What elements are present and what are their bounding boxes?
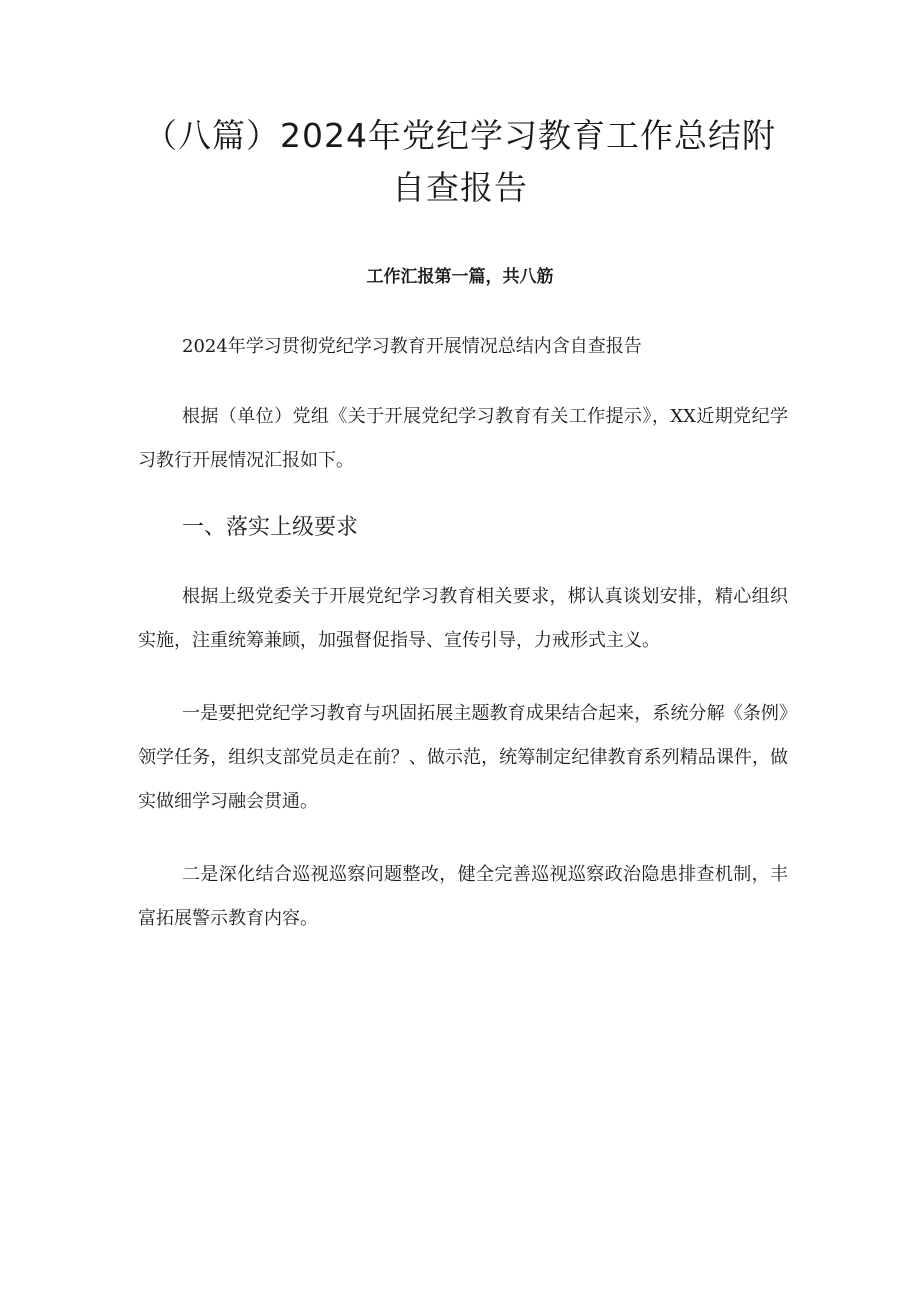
section-1-heading: 一、落实上级要求	[182, 515, 359, 540]
section-1-paragraph: 根据上级党委关于开展党纪学习教育相关要求，梆认真谈划安排，精心组织实施，注重统筹兼顾，加强督促指导、宣传引导，力戒形式主义。	[138, 586, 788, 651]
point-one-paragraph: 一是要把党纪学习教育与巩固拓展主题教育成果结合起来，系统分解《条例》领学任务，组织支部党员走在前？、做示范，统筹制定纪律教育系列精品课件，做实做细学习融会贯通。	[138, 703, 788, 812]
intro-paragraph: 2024年学习贯彻党纪学习教育开展情况总结内含自查报告	[182, 336, 642, 357]
basis-paragraph: 根据（单位）党组《关于开展党纪学习教育有关工作提示》，XX近期党纪学习教行开展情况汇报如下。	[138, 406, 788, 471]
document-subtitle: 工作汇报第一篇，共八筋	[366, 267, 554, 287]
point-two-paragraph: 二是深化结合巡视巡察问题整改，健全完善巡视巡察政治隐患排查机制，丰富拓展警示教育内容。	[138, 864, 788, 929]
document-title-line-2: 自查报告	[392, 168, 528, 207]
document-title-line-1: （八篇）2024年党纪学习教育工作总结附	[144, 116, 776, 155]
